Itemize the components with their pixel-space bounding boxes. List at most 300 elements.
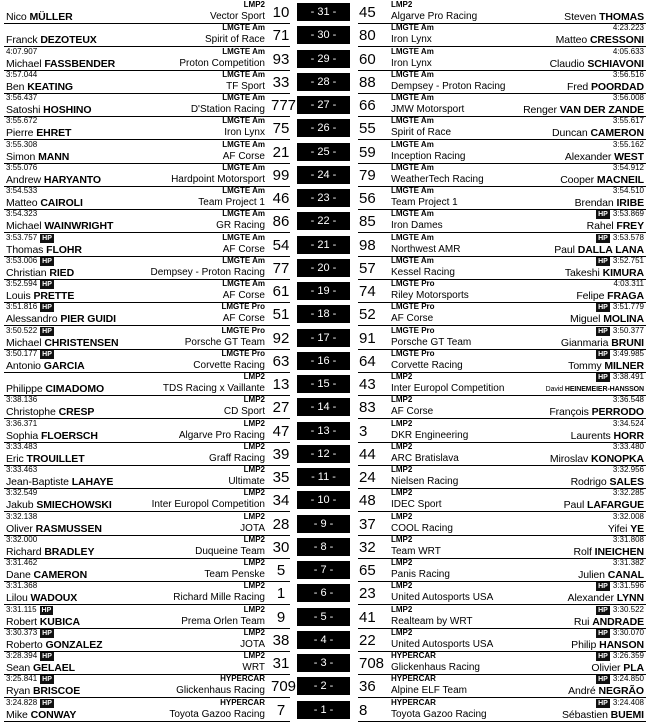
left-lap-time [6,489,37,497]
right-car-number: 3 [359,422,368,440]
right-car-class: LMP2 [391,581,413,591]
right-car-class: LMGTE Am [391,69,434,79]
left-lap-time [6,303,54,312]
left-car-class: HYPERCAR [220,697,265,707]
right-car-class: HYPERCAR [391,697,436,707]
hp-badge: HP [42,257,52,265]
left-car-class: LMGTE Pro [221,325,265,335]
right-car-class: LMP2 [391,418,413,428]
driver-first-name: Olivier [591,662,621,674]
right-driver-name [608,524,644,535]
right-driver-name [570,314,644,325]
grid-position-badge: - 3 - [297,654,350,672]
driver-last-name: EHRET [36,127,72,140]
right-car-class: LMGTE Pro [391,279,435,288]
left-team-name: AF Corse [222,243,265,255]
left-driver-name [6,361,85,372]
grid-row [0,651,650,675]
right-lap-time [596,373,644,382]
lap-time-value: 3:50.377 [612,325,644,335]
grid-row [0,326,650,350]
driver-last-name: CRESP [58,406,95,419]
left-car-number: 92 [272,329,290,347]
right-car-number: 91 [359,329,376,347]
right-car-class: LMP2 [391,558,413,567]
driver-first-name: Sophia [6,429,39,442]
right-team-name: Inter Europol Competition [391,383,505,394]
grid-position-badge: - 10 - [297,491,350,509]
driver-first-name: Lilou [6,592,28,605]
right-car-number: 57 [359,259,376,277]
right-car-class: LMP2 [391,441,413,451]
hp-badge: HP [42,350,52,358]
left-driver-name [6,710,76,721]
right-car-number: 41 [359,608,376,626]
right-car-class: LMGTE Am [391,162,434,172]
driver-first-name: Christian [6,266,47,279]
driver-first-name: Thomas [6,243,44,256]
driver-last-name: LYNN [616,592,644,605]
hp-badge: HP [598,304,608,312]
left-car-class: LMGTE Am [222,162,265,172]
left-team-name: Proton Competition [179,57,265,69]
right-car-class: LMGTE Pro [391,302,435,312]
left-car-number: 10 [272,4,290,21]
left-car-number: 5 [276,562,286,579]
left-driver-name [6,640,102,651]
right-team-name: Corvette Racing [391,359,463,371]
driver-first-name: Oliver [6,522,33,535]
right-team-name: WeatherTech Racing [391,173,484,185]
left-team-name: Prema Orlen Team [181,615,265,627]
driver-last-name: PLA [623,662,644,674]
grid-row [0,0,650,24]
left-team-name: AF Corse [222,290,265,301]
lap-time-value: 3:56.516 [612,69,644,79]
left-lap-time [6,210,37,218]
driver-last-name: ANDRADE [592,615,644,628]
left-team-name: Spirit of Race [204,34,265,46]
right-lap-time [596,210,644,219]
grid-position-badge: - 28 - [297,73,350,91]
driver-first-name: Rodrigo [570,476,607,488]
left-car-class: LMP2 [243,418,265,428]
right-lap-time [596,327,644,336]
grid-position-badge: - 14 - [297,398,350,416]
left-car-class: LMP2 [243,651,265,660]
hp-badge: HP [598,676,608,684]
grid-row [0,233,650,257]
right-lap-time [613,513,644,521]
right-driver-name [561,338,644,349]
left-lap-time [6,350,54,359]
left-car-number: 33 [272,73,290,91]
grid-position-badge: - 12 - [297,445,350,463]
right-car-number: 64 [359,352,376,370]
left-team-name: Richard Mille Racing [173,592,265,604]
lap-time-value: 3:30.373 [6,627,38,637]
right-lap-time [613,536,644,544]
left-car-class: LMP2 [243,488,265,498]
hp-badge: HP [42,281,52,288]
left-driver-name [6,593,77,604]
driver-first-name: Paul [563,499,585,512]
left-car-class: HYPERCAR [220,674,265,684]
right-driver-name [554,245,644,256]
hp-badge: HP [598,629,608,637]
right-lap-time [613,420,644,428]
driver-last-name: CAIROLI [40,197,83,209]
driver-last-name: DALLA LANA [577,243,644,256]
left-driver-name [6,547,94,558]
driver-first-name: Laurents [570,429,611,442]
right-driver-name [567,82,644,93]
driver-first-name: Rolf [573,545,592,558]
hp-badge: HP [42,327,52,335]
lap-time-value: 3:49.985 [612,348,644,358]
lap-time-value: 3:53.006 [6,255,38,265]
driver-first-name: Claudio [549,57,585,70]
grid-row [0,395,650,419]
hp-badge: HP [598,234,608,242]
driver-last-name: GONZALEZ [45,638,103,651]
right-car-class: LMGTE Am [391,93,434,102]
grid-position-badge: - 1 - [297,701,350,719]
right-team-name: Nielsen Racing [391,476,459,487]
driver-last-name: RIED [49,266,75,279]
lap-time-value: 3:36.371 [6,418,38,428]
left-driver-name [6,454,85,465]
grid-position-badge: - 17 - [297,329,350,347]
driver-first-name: Renger [523,104,557,116]
left-driver-name [6,35,97,46]
driver-last-name: BUEMI [610,708,644,721]
right-car-number: 59 [359,143,376,161]
left-lap-time [6,559,37,567]
driver-last-name: GARCIA [43,359,85,372]
grid-row [0,23,650,47]
right-car-class: LMP2 [391,604,413,614]
hp-badge: HP [598,211,608,219]
lap-time-value: 3:52.751 [612,255,644,265]
lap-time-value: 3:52.594 [6,279,38,288]
left-car-class: LMP2 [243,465,265,474]
left-car-class: LMP2 [243,441,265,451]
lap-time-value: 3:31.115 [6,604,37,614]
driver-first-name: Tommy [568,359,602,372]
left-car-number: 86 [272,213,290,231]
driver-first-name: Alexander [567,592,614,605]
left-lap-time [6,164,37,172]
lap-time-value: 3:33.480 [612,441,644,451]
grid-row [0,535,650,559]
grid-position-badge: - 24 - [297,166,350,184]
grid-position-badge: - 8 - [297,538,350,556]
left-lap-time [6,629,54,638]
left-lap-time [6,396,37,404]
right-driver-name [546,386,644,393]
right-driver-name [571,431,644,442]
lap-time-value: 3:34.524 [612,418,644,428]
left-driver-name [6,686,80,697]
left-lap-time [6,94,37,102]
left-car-number: 30 [272,538,290,556]
hp-badge: HP [598,257,608,265]
left-team-name: WRT [242,662,265,673]
driver-first-name: Takeshi [564,266,600,279]
grid-row [0,140,650,164]
right-team-name: COOL Racing [391,522,453,534]
driver-first-name: Rui [573,615,590,628]
hp-badge: HP [598,583,608,591]
right-car-number: 43 [359,376,376,393]
lap-time-value: 3:32.956 [612,465,644,474]
driver-last-name: FREY [616,220,644,233]
left-team-name: JOTA [240,522,265,534]
right-driver-name [565,268,644,279]
lap-time-value: 3:54.323 [6,209,38,219]
grid-row [0,674,650,698]
left-car-class: LMGTE Am [222,232,265,242]
right-car-number: 36 [359,678,376,696]
grid-position-badge: - 25 - [297,143,350,161]
right-team-name: Northwest AMR [391,243,461,255]
right-driver-name [549,407,644,418]
driver-last-name: BRADLEY [44,545,95,558]
right-lap-time [613,559,644,567]
right-lap-time [596,582,644,591]
lap-time-value: 3:55.162 [612,139,644,149]
left-team-name: Hardpoint Motorsport [171,173,265,185]
right-team-name: AF Corse [391,313,434,325]
hp-badge: HP [41,606,52,614]
right-team-name: Team WRT [391,545,441,557]
right-driver-name [575,198,644,209]
right-lap-time [596,234,644,243]
left-team-name: Ultimate [228,476,265,487]
left-lap-time [6,187,37,195]
grid-row [0,302,650,326]
left-car-class: LMGTE Am [222,116,265,126]
right-car-number: 85 [359,213,376,231]
lap-time-value: 3:51.779 [612,302,644,312]
left-driver-name [6,338,118,349]
driver-last-name: IRIBE [616,197,644,209]
driver-last-name: SCHIAVONI [587,57,644,70]
driver-first-name: Antonio [6,359,41,372]
left-car-number: 71 [272,27,290,45]
lap-time-value: 3:33.463 [6,465,38,474]
grid-row [0,209,650,233]
lap-time-value: 3:50.522 [6,325,38,335]
right-car-number: 24 [359,469,376,486]
left-car-number: 46 [272,190,290,207]
lap-time-value: 3:30.070 [612,627,644,637]
right-lap-time [613,489,644,497]
lap-time-value: 3:31.596 [612,581,644,591]
grid-position-badge: - 15 - [297,375,350,393]
driver-first-name: Brendan [574,197,614,209]
right-lap-time [613,94,644,102]
left-car-number: 35 [272,469,290,486]
right-car-class: HYPERCAR [391,674,436,684]
lap-time-value: 3:32.549 [6,488,38,498]
hp-badge: HP [42,304,52,312]
left-lap-time [6,48,37,56]
hp-badge: HP [42,234,52,242]
driver-first-name: Miroslav [549,452,589,465]
left-driver-name [6,663,75,674]
right-car-number: 48 [359,492,376,510]
right-team-name: United Autosports USA [391,592,494,604]
right-car-number: 83 [359,399,376,417]
right-lap-time [596,629,644,638]
right-team-name: AF Corse [391,406,434,418]
right-car-class: LMP2 [391,395,413,405]
left-team-name: AF Corse [222,150,265,162]
right-lap-time [596,699,644,708]
lap-time-value: 3:32.000 [6,534,38,544]
left-car-number: 9 [276,608,286,626]
grid-row [0,279,650,303]
left-team-name: Vector Sport [209,11,265,22]
left-car-number: 38 [272,631,290,649]
grid-row [0,628,650,652]
left-lap-time [6,234,54,243]
right-car-number: 88 [359,73,376,91]
right-driver-name [571,640,644,651]
left-lap-time [6,327,54,336]
grid-row [0,186,650,210]
left-car-number: 709 [271,678,297,696]
driver-first-name: Robert [6,615,37,628]
left-driver-name [6,407,94,418]
left-lap-time [6,71,37,79]
driver-last-name: HOSHINO [43,104,92,116]
left-driver-name [6,431,98,442]
lap-time-value: 3:28.394 [6,651,38,660]
grid-row [0,465,650,489]
right-team-name: Algarve Pro Racing [391,11,478,22]
left-lap-time [6,117,37,125]
grid-row [0,70,650,94]
right-car-class: LMP2 [391,534,413,544]
lap-time-value: 3:36.548 [612,395,644,405]
left-lap-time [6,141,37,149]
left-car-class: LMGTE Pro [221,348,265,358]
lap-time-value: 3:24.828 [6,697,38,707]
left-team-name: Graff Racing [209,452,265,464]
right-driver-name [568,593,644,604]
lap-time-value: 3:32.285 [612,488,644,498]
right-driver-name [591,663,644,674]
left-driver-name [6,245,82,256]
left-car-number: 54 [272,236,290,254]
right-car-class: LMGTE Pro [391,348,435,358]
driver-first-name: Cooper [560,173,595,186]
right-team-name: Dempsey - Proton Racing [391,80,506,92]
left-driver-name [6,268,74,279]
driver-first-name: Alexander [564,150,612,163]
right-team-name: Realteam by WRT [391,615,473,627]
grid-row [0,47,650,71]
driver-last-name: LAFARGUE [587,499,644,512]
left-team-name: Team Penske [204,569,265,580]
lap-time-value: 3:51.816 [6,302,38,312]
driver-last-name: WEST [614,150,644,163]
right-lap-time [596,606,644,615]
driver-last-name: MACNEIL [596,173,644,186]
lap-time-value: 4:03.311 [613,279,644,288]
lap-time-value: 3:54.912 [612,162,644,172]
driver-last-name: PRETTE [33,290,75,302]
lap-time-value: 3:53.869 [612,209,644,219]
right-lap-time [613,187,644,195]
lap-time-value: 3:33.483 [6,441,38,451]
right-car-number: 80 [359,27,376,45]
grid-row [0,512,650,536]
driver-last-name: POORDAD [591,80,644,93]
driver-last-name: DEZOTEUX [40,34,97,47]
driver-last-name: CHRISTENSEN [44,336,119,349]
lap-time-value: 3:53.578 [612,232,644,242]
right-car-class: LMGTE Am [391,116,434,126]
left-car-class: LMP2 [243,534,265,544]
driver-first-name: Matteo [555,34,588,47]
left-driver-name [6,617,80,628]
driver-first-name: Ryan [6,685,31,698]
right-driver-name [565,152,644,163]
hp-badge: HP [598,606,608,614]
left-car-class: LMGTE Am [222,69,265,79]
left-car-class: LMP2 [243,604,265,614]
lap-time-value: 4:23.223 [612,23,644,33]
left-car-class: LMGTE Am [222,23,265,33]
right-car-number: 60 [359,50,376,68]
right-driver-name [571,477,644,488]
grid-row [0,93,650,117]
driver-last-name: FASSBENDER [44,57,116,70]
driver-last-name: HANSON [599,638,644,651]
left-team-name: Corvette Racing [193,359,265,371]
lap-time-value: 3:24.850 [612,674,644,684]
left-team-name: Glickenhaus Racing [176,685,265,697]
left-car-number: 7 [276,701,286,719]
right-car-number: 45 [359,4,376,21]
right-team-name: Spirit of Race [391,127,452,139]
right-team-name: Iron Dames [391,220,443,232]
left-car-number: 51 [272,306,290,324]
driver-first-name: Philippe [6,383,43,395]
left-driver-name [6,500,112,511]
left-car-class: LMGTE Am [222,255,265,265]
left-car-class: LMGTE Am [222,93,265,102]
right-car-class: LMGTE Am [391,139,434,149]
right-team-name: Inception Racing [391,150,466,162]
driver-first-name: Franck [6,34,38,47]
lap-time-value: 4:05.633 [612,46,644,56]
left-car-number: 93 [272,50,290,68]
grid-row [0,698,650,722]
lap-time-value: 3:32.138 [6,511,38,521]
right-team-name: JMW Motorsport [391,104,465,115]
grid-position-badge: - 2 - [297,677,350,695]
driver-last-name: MÜLLER [29,11,73,23]
right-team-name: United Autosports USA [391,638,494,650]
driver-first-name: Dane [6,569,31,581]
driver-first-name: Jakub [6,499,34,512]
driver-last-name: KONOPKA [591,452,644,465]
